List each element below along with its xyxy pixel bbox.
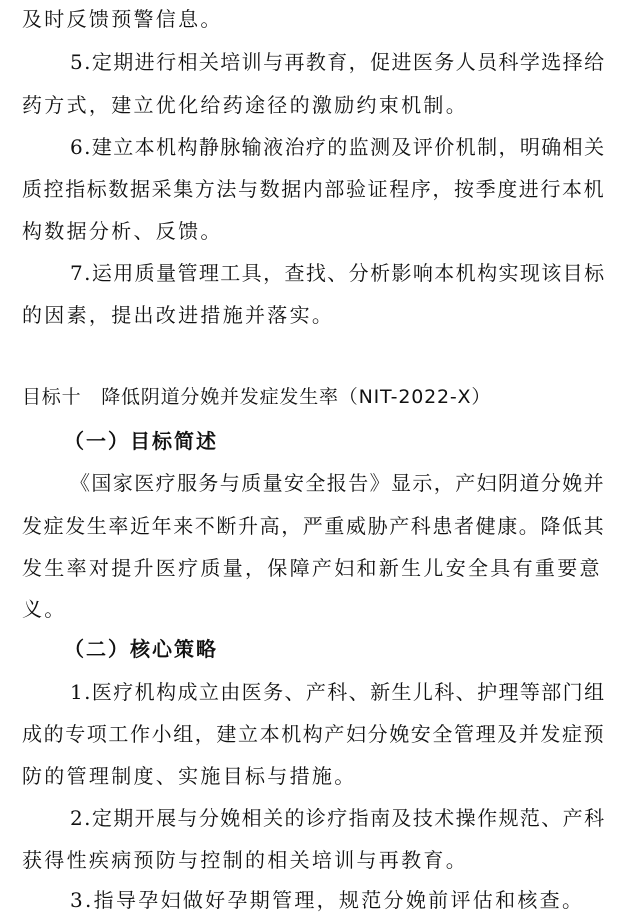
paragraph-line: 发症发生率近年来不断升高，严重威胁产科患者健康。降低其 bbox=[22, 514, 606, 538]
paragraph-line: 获得性疾病预防与控制的相关培训与再教育。 bbox=[22, 848, 468, 872]
subsection-title: （一）目标简述 bbox=[64, 429, 218, 453]
paragraph-line: 构数据分析、反馈。 bbox=[22, 219, 223, 243]
paragraph-line: 义。 bbox=[22, 597, 67, 621]
subsection-title: （二）核心策略 bbox=[64, 637, 218, 661]
paragraph-line: 7.运用质量管理工具，查找、分析影响本机构实现该目标 bbox=[70, 261, 606, 285]
paragraph-line: 发生率对提升医疗质量，保障产妇和新生儿安全具有重要意 bbox=[22, 556, 602, 580]
paragraph-line: 《国家医疗服务与质量安全报告》显示，产妇阴道分娩并 bbox=[70, 471, 605, 495]
paragraph-line: 防的管理制度、实施目标与措施。 bbox=[22, 764, 357, 788]
paragraph-line: 成的专项工作小组，建立本机构产妇分娩安全管理及并发症预 bbox=[22, 722, 606, 746]
paragraph-line: 的因素，提出改进措施并落实。 bbox=[22, 303, 335, 327]
paragraph-line: 5.定期进行相关培训与再教育，促进医务人员科学选择给 bbox=[70, 50, 606, 74]
section-title: 目标十 降低阴道分娩并发症发生率（NIT-2022-Ⅹ） bbox=[22, 386, 492, 408]
paragraph-line: 3.指导孕妇做好孕期管理，规范分娩前评估和核查。 bbox=[70, 888, 585, 912]
paragraph-line: 2.定期开展与分娩相关的诊疗指南及技术操作规范、产科 bbox=[70, 806, 606, 830]
paragraph-line: 及时反馈预警信息。 bbox=[22, 7, 223, 31]
paragraph-line: 药方式，建立优化给药途径的激励约束机制。 bbox=[22, 93, 468, 117]
paragraph-line: 1.医疗机构成立由医务、产科、新生儿科、护理等部门组 bbox=[70, 680, 606, 704]
paragraph-line: 6.建立本机构静脉输液治疗的监测及评价机制，明确相关 bbox=[70, 135, 606, 159]
paragraph-line: 质控指标数据采集方法与数据内部验证程序，按季度进行本机 bbox=[22, 177, 606, 201]
